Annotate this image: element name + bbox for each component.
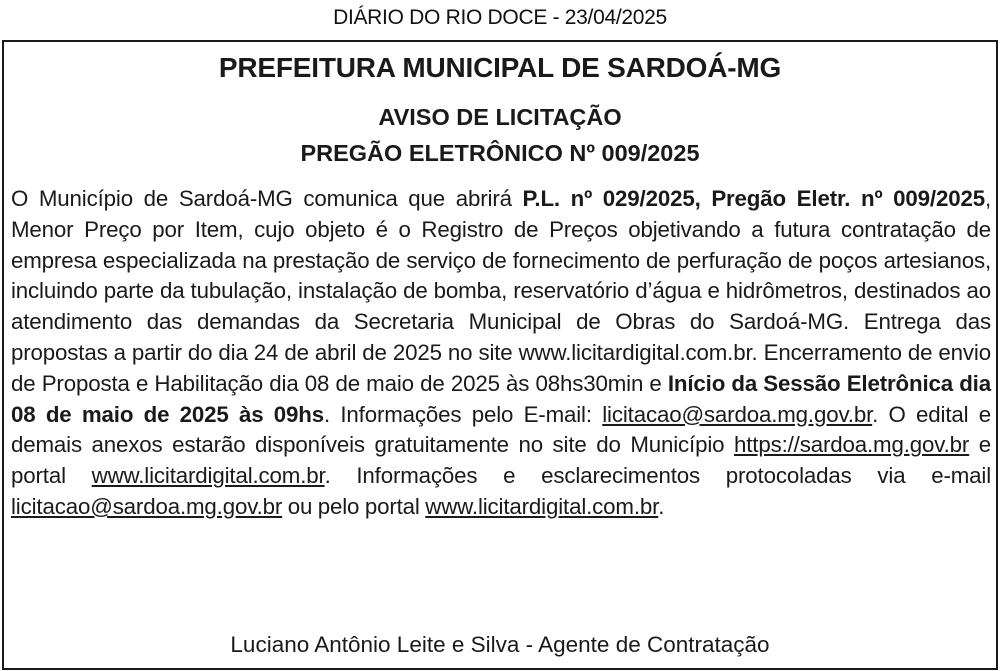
email-link-1[interactable]: licitacao@sardoa.mg.gov.br — [602, 401, 873, 427]
process-number-bold: P.L. nº 029/2025, Pregão Eletr. nº 009/2025 — [522, 186, 985, 211]
body-text-4: . O edital e demais anexos estarão disponíveis gratuitamente no site do Município — [11, 401, 991, 458]
email-link-2[interactable]: licitacao@sardoa.mg.gov.br — [11, 493, 283, 519]
municipality-site-link[interactable]: https://sardoa.mg.gov.br — [733, 432, 970, 458]
newspaper-header: DIÁRIO DO RIO DOCE - 23/04/2025 — [333, 6, 667, 29]
notice-body — [11, 184, 991, 523]
body-text-2: , Menor Preço por Item, cujo objeto é o Registro de Preços objetivando a futura contratação de empresa especializada na prestação de serviço de fornecimento de perfuração de poços artesianos, incluindo parte da tubulação, instalação de bomba, reservatório d’água e hidrômetros, destinados ao atendimento das demandas da Secretaria Municipal de Obras do Sardoá-MG. Entrega das propostas a partir do dia 24 de abril de 2025 no site www.licitardigital.com.br. Encerramento de envio de Proposta e Habilitação dia 08 de maio de 2025 às 08hs30min e — [11, 186, 991, 396]
signature: Luciano Antônio Leite e Silva - Agente de Contratação — [230, 632, 770, 657]
body-text-6: . Informações e esclarecimentos protocoladas via e-mail — [324, 463, 992, 489]
portal-link-2[interactable]: www.licitardigital.com.br — [425, 493, 659, 519]
process-title: PREGÃO ELETRÔNICO Nº 009/2025 — [300, 140, 700, 166]
body-text-8: . — [658, 493, 665, 519]
notice-box — [2, 40, 998, 670]
portal-link-1[interactable]: www.licitardigital.com.br — [91, 463, 325, 489]
organization-title: PREFEITURA MUNICIPAL DE SARDOÁ-MG — [218, 52, 782, 83]
body-text-1: O Município de Sardoá-MG comunica que abrirá — [11, 186, 523, 211]
session-start-bold: Início da Sessão Eletrônica dia 08 de maio de 2025 às 09hs — [11, 370, 991, 427]
body-text-5: e portal — [11, 432, 992, 489]
body-text-7: ou pelo portal — [282, 493, 426, 519]
notice-title: AVISO DE LICITAÇÃO — [378, 104, 622, 130]
body-text-3: . Informações pelo E-mail: — [324, 401, 603, 427]
